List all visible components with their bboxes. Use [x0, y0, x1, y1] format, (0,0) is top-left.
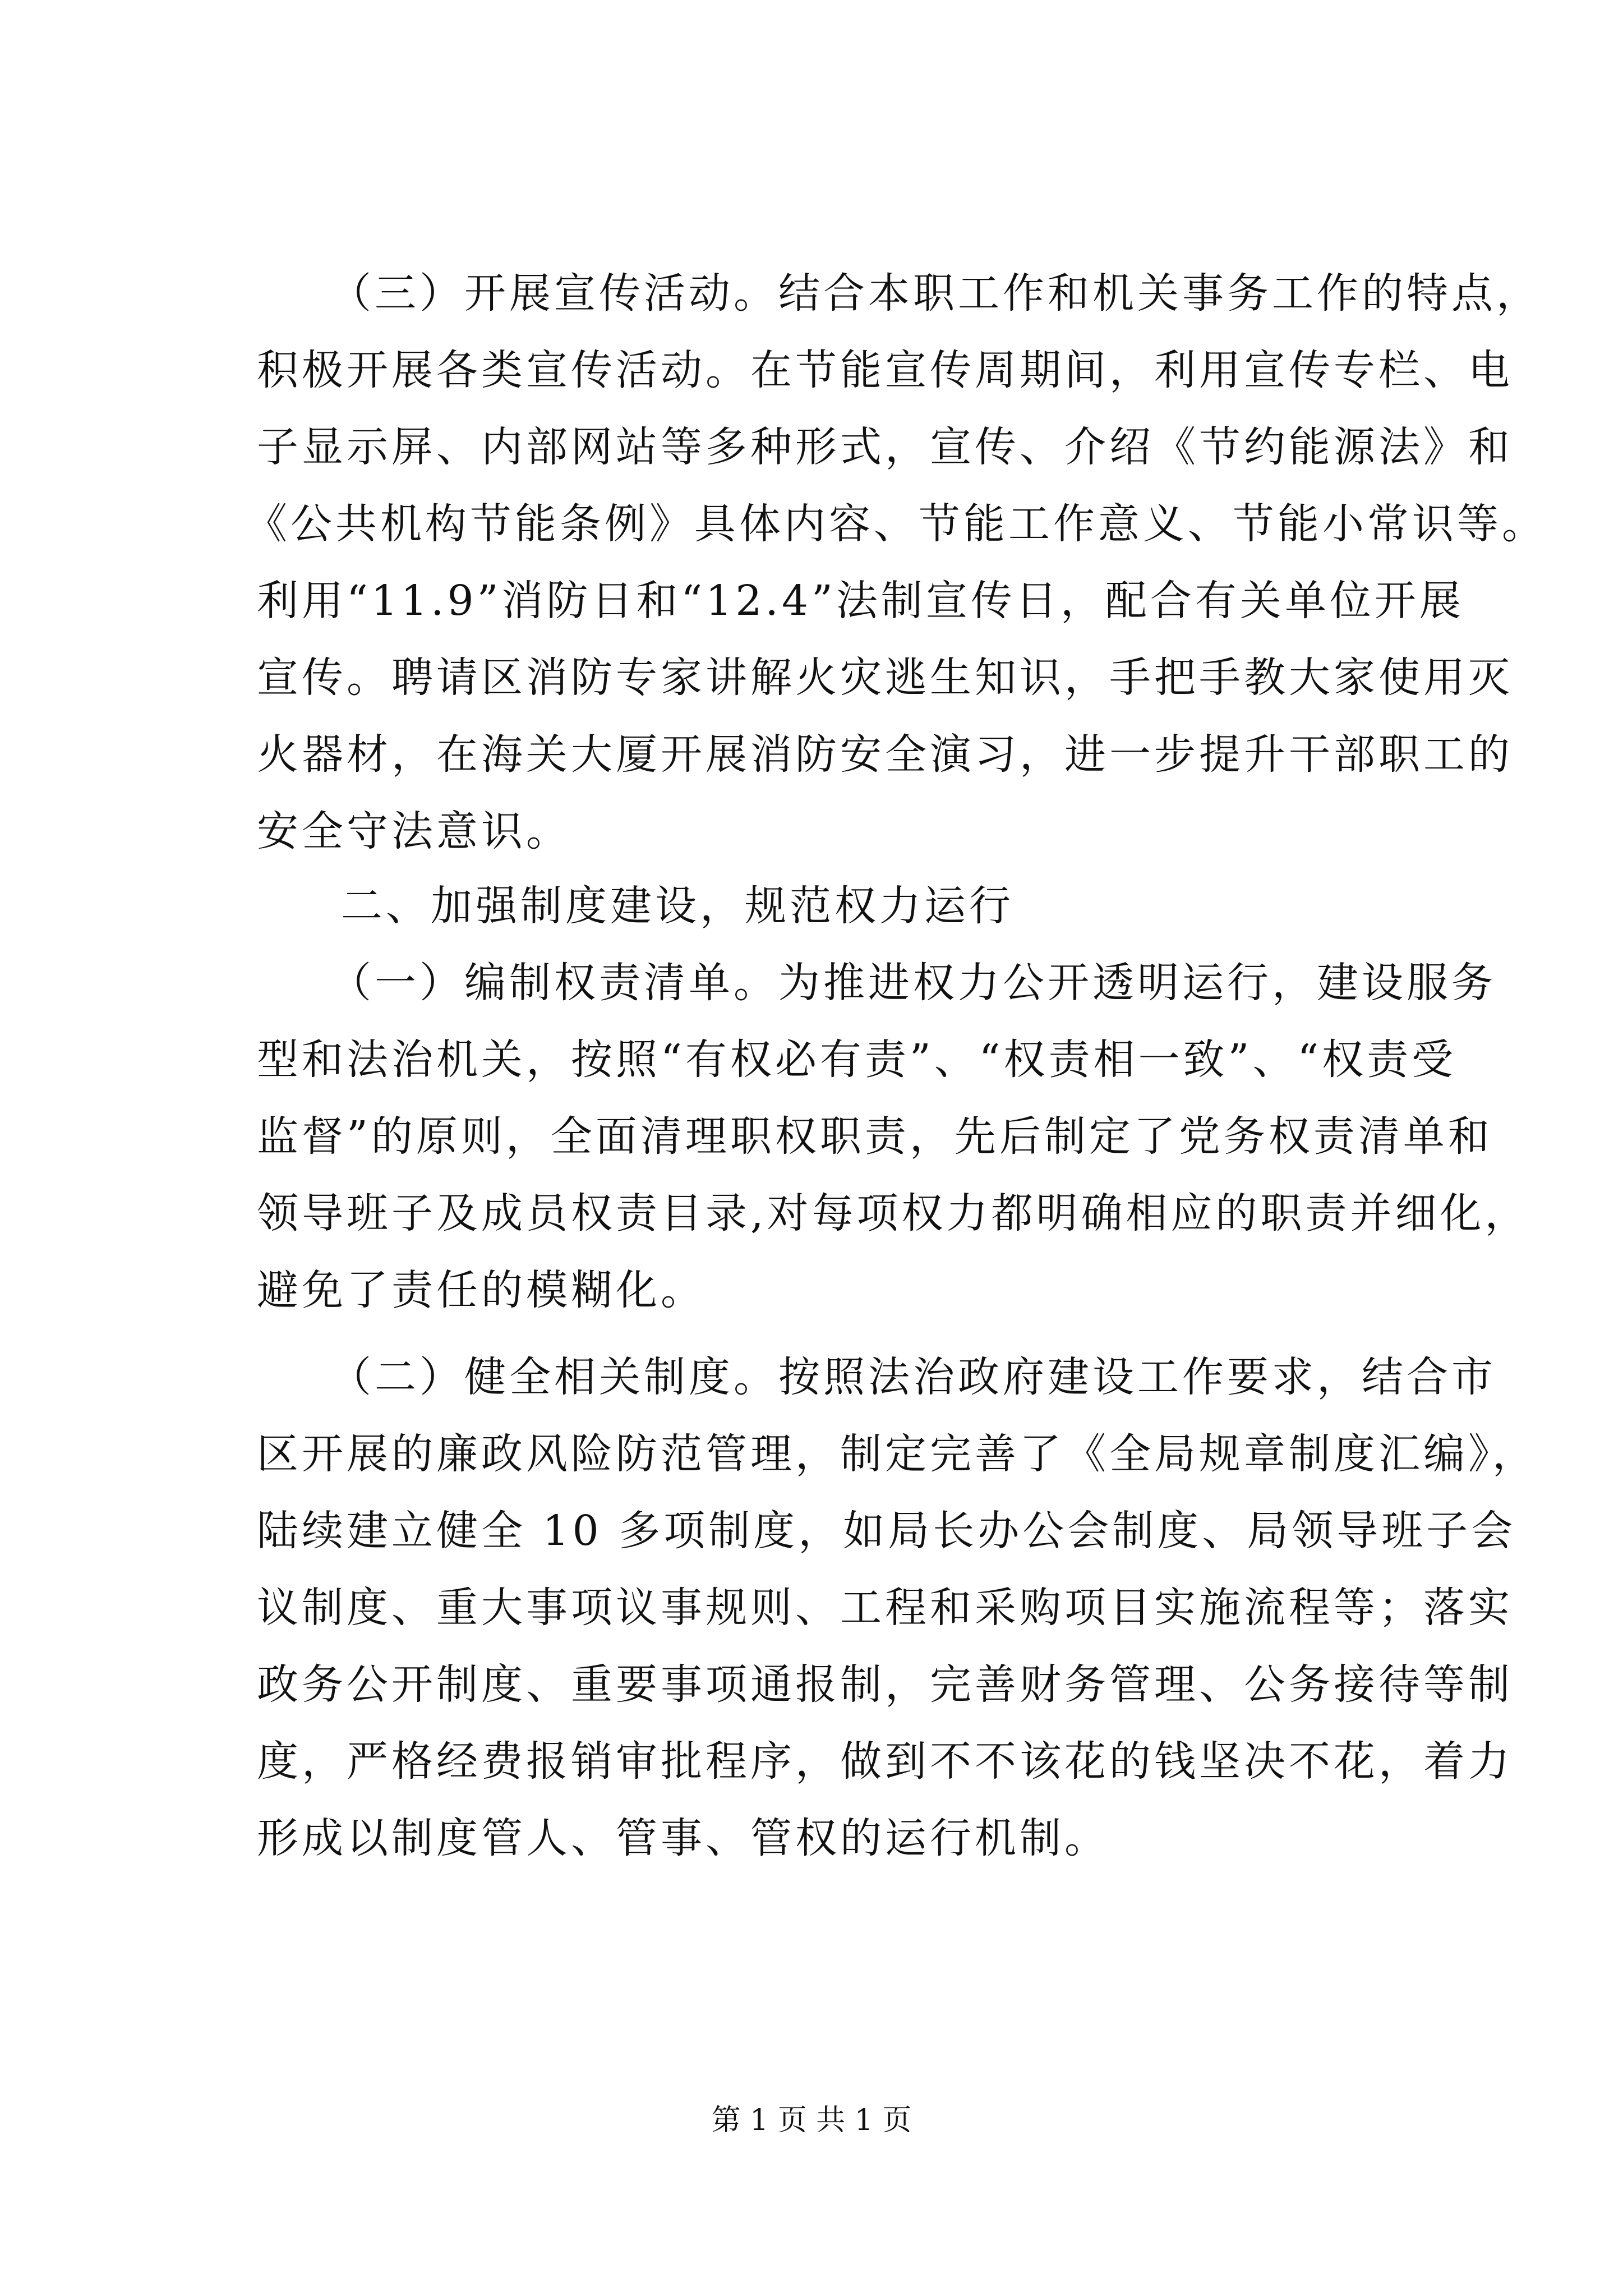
paragraph-line: 区开展的廉政风险防范管理，制定完善了《全局规章制度汇编》， [257, 1430, 1537, 1478]
paragraph-line: 安全守法意识。 [257, 807, 571, 855]
paragraph-line: （三）开展宣传活动。结合本职工作和机关事务工作的特点， [330, 269, 1541, 318]
paragraph-line: 宣传。聘请区消防专家讲解火灾逃生知识，手把手教大家使用灭 [257, 654, 1513, 702]
paragraph-line: 形成以制度管人、管事、管权的运行机制。 [257, 1814, 1109, 1862]
paragraph-line: 监督”的原则，全面清理职权职责，先后制定了党务权责清单和 [257, 1112, 1493, 1161]
paragraph-line: 政务公开制度、重要事项通报制，完善财务管理、公务接待等制 [257, 1660, 1513, 1709]
paragraph-line: （一）编制权责清单。为推进权力公开透明运行，建设服务 [330, 959, 1496, 1007]
paragraph-line: 陆续建立健全 10 多项制度，如局长办公会制度、局领导班子会 [257, 1507, 1516, 1555]
paragraph-line: 领导班子及成员权责目录,对每项权力都明确相应的职责并细化， [257, 1189, 1530, 1237]
paragraph-line: 火器材，在海关大厦开展消防安全演习，进一步提升干部职工的 [257, 730, 1513, 779]
paragraph-line: 子显示屏、内部网站等多种形式，宣传、介绍《节约能源法》和 [257, 423, 1513, 471]
paragraph-line: 议制度、重大事项议事规则、工程和采购项目实施流程等；落实 [257, 1584, 1513, 1632]
paragraph-line: 《公共机构节能条例》具体内容、节能工作意义、节能小常识等。 [246, 500, 1547, 548]
paragraph-line: （二）健全相关制度。按照法治政府建设工作要求，结合市 [330, 1353, 1496, 1401]
page-number-footer: 第 1 页 共 1 页 [711, 2104, 912, 2137]
paragraph-line: 型和法治机关，按照“有权必有责”、“权责相一致”、“权责受 [257, 1036, 1457, 1084]
paragraph-line: 积极开展各类宣传活动。在节能宣传周期间，利用宣传专栏、电 [257, 346, 1513, 394]
paragraph-line: 度，严格经费报销审批程序，做到不不该花的钱坚决不花，着力 [257, 1737, 1513, 1786]
paragraph-line: 利用“11.9”消防日和“12.4”法制宣传日，配合有关单位开展 [257, 577, 1464, 625]
section-heading: 二、加强制度建设，规范权力运行 [341, 882, 1014, 930]
paragraph-line: 避免了责任的模糊化。 [257, 1266, 706, 1314]
